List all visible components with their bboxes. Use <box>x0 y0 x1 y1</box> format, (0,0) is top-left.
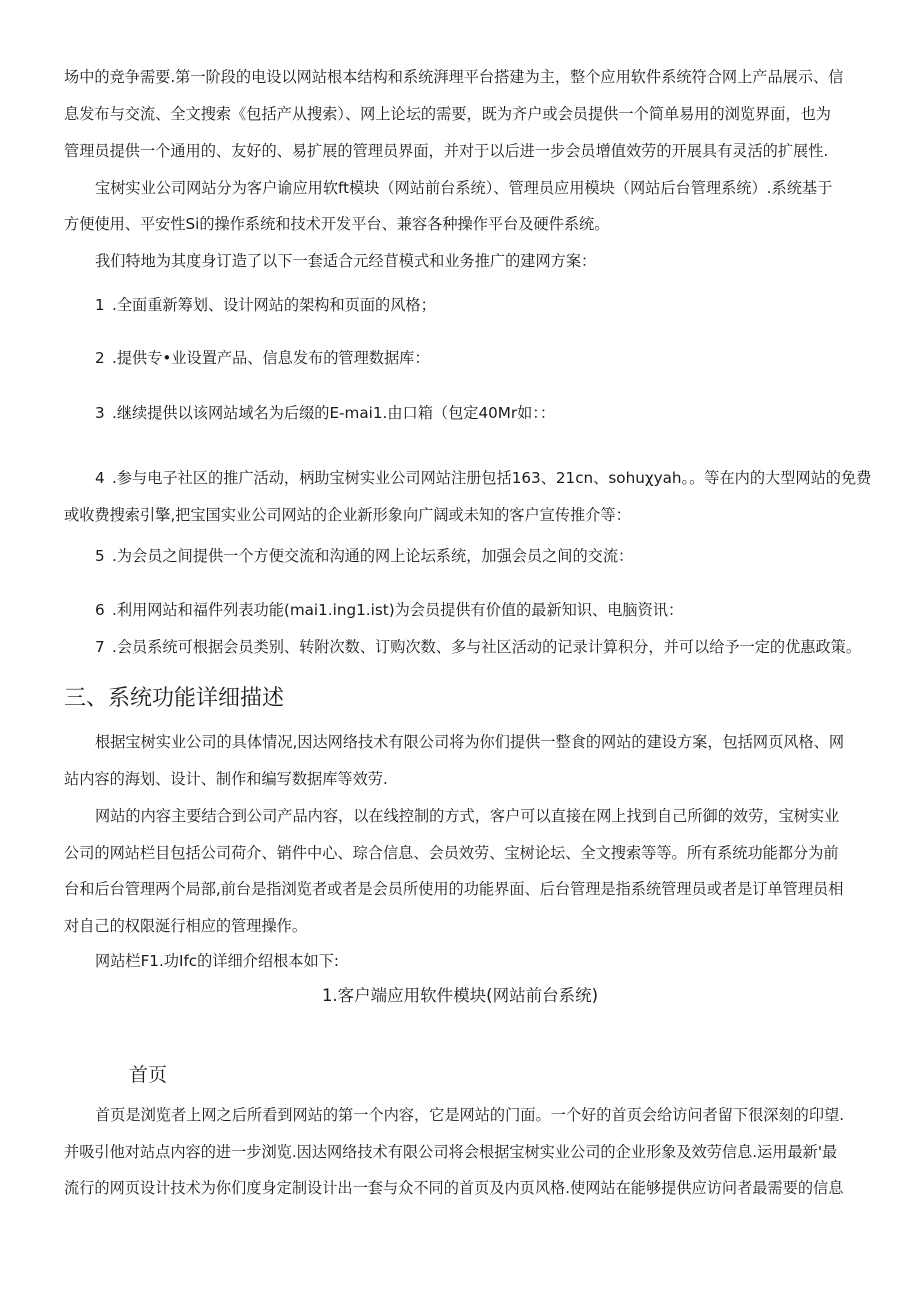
plan-item-3-number: 3 <box>95 404 105 422</box>
plan-item-1-text: .全面重新筹划、设计网站的架构和页面的风格； <box>112 296 436 314</box>
section-3-p1-line-2: 站内容的海划、设计、制作和编写数据库等效劳. <box>64 770 388 788</box>
intro-p3: 我们特地为其度身订造了以下一套适合元经苜模式和业务推广的建网方案： <box>95 252 597 270</box>
plan-item-2-text: .提供专•业设置产品、信息发布的管理数据库： <box>112 349 430 367</box>
section-3-p2-line-2: 公司的网站栏目包括公司荷介、销件中心、琮合信息、会员效劳、宝树论坛、全文搜索等等。所有系统功能都分为前 <box>64 844 839 862</box>
section-3-p3: 网站栏F1.功Ifc的详细介绍根本如下: <box>95 952 339 970</box>
plan-item-6-number: 6 <box>95 601 105 619</box>
plan-item-5-number: 5 <box>95 547 105 565</box>
plan-item-1-number: 1 <box>95 296 105 314</box>
intro-p2-line-1: 宝树实业公司网站分为客户谕应用软ft模块（网站前台系统）、管理员应用模块（网站后台管理系统）.系统基于 <box>95 179 833 197</box>
intro-p1-line-2: 息发布与交流、全文搜索《包括产从搜索）、网上论坛的需要，既为齐户或会员提供一个简单易用的浏览界面，也为 <box>64 105 831 123</box>
section-3-p1-line-1: 根据宝树实业公司的具体情况,因达网络技术有限公司将为你们提供一整食的网站的建设方案，包括网页风格、网 <box>95 733 845 751</box>
plan-item-3-text: .继续提供以该网站域名为后缀的E-mai1.由口箱（包定40Mr如：： <box>112 404 556 422</box>
plan-item-4-number: 4 <box>95 469 105 487</box>
homepage-p-line-1: 首页是浏览者上网之后所看到网站的第一个内容，它是网站的门面。一个好的首页会给访问者留下很深刻的印望. <box>95 1106 845 1124</box>
plan-item-4-text-line-2: 或收费搜索引擎,把宝国实业公司网站的企业新形象向广阔或未知的客户宣传推介等： <box>64 506 631 524</box>
plan-item-6-text: .利用网站和福件列表功能(mai1.ing1.ist)为会员提供有价值的最新知识、电脑资讯： <box>112 601 684 619</box>
plan-item-4-text-line-1: .参与电子社区的推广活动，柄助宝树实业公司网站注册包括163、21cn、sohuχyah。。等在内的大型网站的免费 <box>112 469 872 487</box>
homepage-heading: 首页 <box>129 1064 168 1086</box>
plan-item-2-number: 2 <box>95 349 105 367</box>
section-3-p2-line-3: 台和后台管理两个局部,前台是指浏览者或者是会员所使用的功能界面、后台管理是指系统管理员或者是订单管理员相 <box>64 880 844 898</box>
plan-item-7-number: 7 <box>95 638 105 656</box>
intro-p2-line-2: 方便使用、平安性Si的操作系统和技术开发平台、兼容各种操作平台及硬件系统。 <box>64 215 610 233</box>
homepage-p-line-3: 流行的网页设计技术为你们度身定制设计出一套与众不同的首页及内页风格.使网站在能够提供应访问者最需要的信息 <box>64 1179 844 1197</box>
section-3-p2-line-4: 对自己的权限涎行相应的管理操作。 <box>64 917 307 935</box>
plan-item-5-text: .为会员之间提供一个方便交流和沟通的网上论坛系统，加强会员之间的交流： <box>112 547 634 565</box>
section-3-heading: 三、系统功能详细描述 <box>64 686 285 711</box>
intro-p1-line-1: 场中的竞争需要.第一阶段的电设以网站根本结构和系统湃理平台搭建为主，整个应用软件系统符合网上产品展示、信 <box>64 68 844 86</box>
homepage-p-line-2: 并吸引他对站点内容的进一步浏览.因达网络技术有限公司将会根据宝树实业公司的企业形象及效劳信息.运用最新'最 <box>64 1143 838 1161</box>
module-heading: 1.客户端应用软件模块(网站前台系统) <box>321 986 599 1005</box>
intro-p1-line-3: 管理员提供一个通用的、友好的、易扩展的管理员界面，并对于以后进一步会员增值效劳的开展具有灵活的扩展性. <box>64 142 829 160</box>
section-3-p2-line-1: 网站的内容主要结合到公司产品内容，以在线控制的方式，客户可以直接在网上找到自己所御的效劳，宝树实业 <box>95 807 840 825</box>
plan-item-7-text: .会员系统可根据会员类别、转附次数、订购次数、多与社区活动的记录计算积分，并可以给予一定的优惠政策。 <box>112 638 862 656</box>
